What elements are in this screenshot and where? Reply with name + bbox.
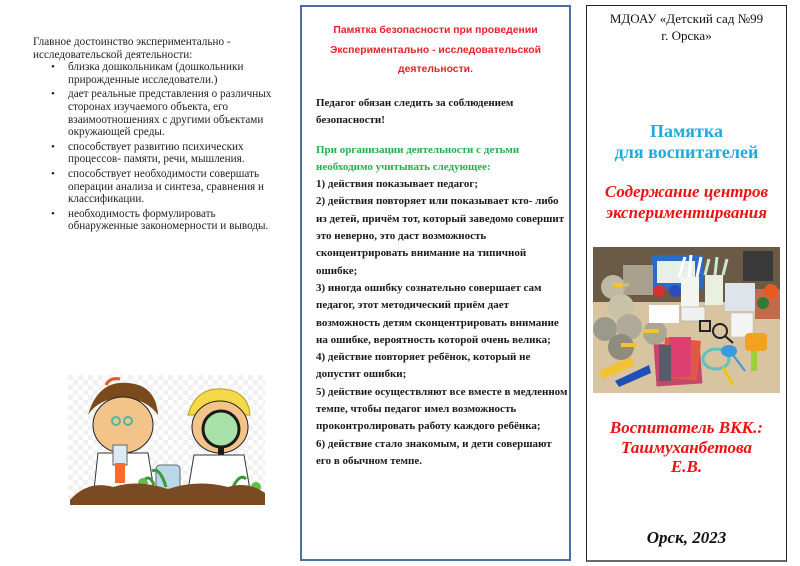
list-item: • необходимость формулировать обнаруженные закономерности и выводы. [68, 208, 273, 233]
rule-item: 1) действия показывает педагог; [316, 178, 478, 191]
advantages-list [33, 61, 273, 233]
advantages-intro: Главное достоинство экспериментально - исследовательской деятельности: [33, 36, 231, 61]
experiment-materials-photo [593, 247, 780, 393]
author-line: Е.В. [670, 457, 703, 476]
list-item: • близка дошкольникам (дошкольники прирожденные исследователи.) [68, 61, 273, 86]
organization-intro: При организации деятельности с детьми необходимо учитывать следующее: [316, 143, 520, 173]
boy-scientist-figure [188, 389, 250, 490]
author-line: Ташмуханбетова [621, 437, 752, 457]
subtitle-line: экспериментирвания [606, 202, 767, 222]
rule-item: 3) иногда ошибку сознательно совершает сам педагог, этот методический приём дает возможность детям сконцентрировать внимание на ошибке, вероятность которой очень велика; [316, 281, 559, 346]
safety-memo-panel [300, 5, 571, 561]
org-line: МДОАУ «Детский сад №99 [609, 11, 764, 26]
rule-item: 5) действие осуществляют все вместе в медленном темпе, чтобы педагог имел возможность проконтролировать работу каждого ребёнка; [316, 385, 568, 433]
title-line: Экспериментально - исследовательской [329, 44, 542, 56]
list-item: • способствует необходимости совершать операции анализа и синтеза, сравнения и классификации. [68, 168, 273, 206]
safety-memo-title [302, 21, 569, 80]
safety-memo-body [316, 95, 568, 470]
title-line: Памятка безопасности при проведении [333, 25, 538, 36]
city-year: Орск, 2023 [646, 528, 727, 547]
subtitle-line: Содержание центров [604, 182, 769, 201]
memo-line: Памятка [650, 121, 723, 141]
memo-title [587, 121, 786, 163]
left-column [33, 36, 273, 235]
organization-name [587, 10, 786, 44]
memo-line: для воспитателей [614, 142, 759, 162]
cover-subtitle [587, 182, 786, 223]
rule-item: 6) действие стало знакомым, и дети совершают его в обычном темпе. [316, 437, 552, 467]
girl-scientist-figure [88, 379, 158, 490]
safety-warning: Педагог обязан следить за соблюдением безопасности! [316, 97, 514, 127]
title-line: деятельности. [398, 64, 473, 75]
rule-item: 4) действие повторяет ребёнок, который не допустит ошибки; [316, 351, 531, 381]
rule-item: 2) действия повторяет или показывает кто- либо из детей, причём тот, который заведомо совершит это неверно, это даст возможность сконцентрировать внимание на типичной ошибке; [316, 195, 565, 277]
list-item: • способствует развитию психических процессов- памяти, речи, мышления. [68, 141, 273, 166]
children-scientists-illustration [68, 375, 265, 505]
author-block [587, 418, 786, 477]
author-line: Воспитатель ВКК.: [609, 418, 764, 437]
cover-panel [586, 5, 787, 562]
list-item: • дает реальные представления о различных сторонах изучаемого объекта, его взаимоотношениях с другими объектами окружающей среды. [68, 88, 273, 138]
org-line: г. Орска» [661, 28, 712, 43]
